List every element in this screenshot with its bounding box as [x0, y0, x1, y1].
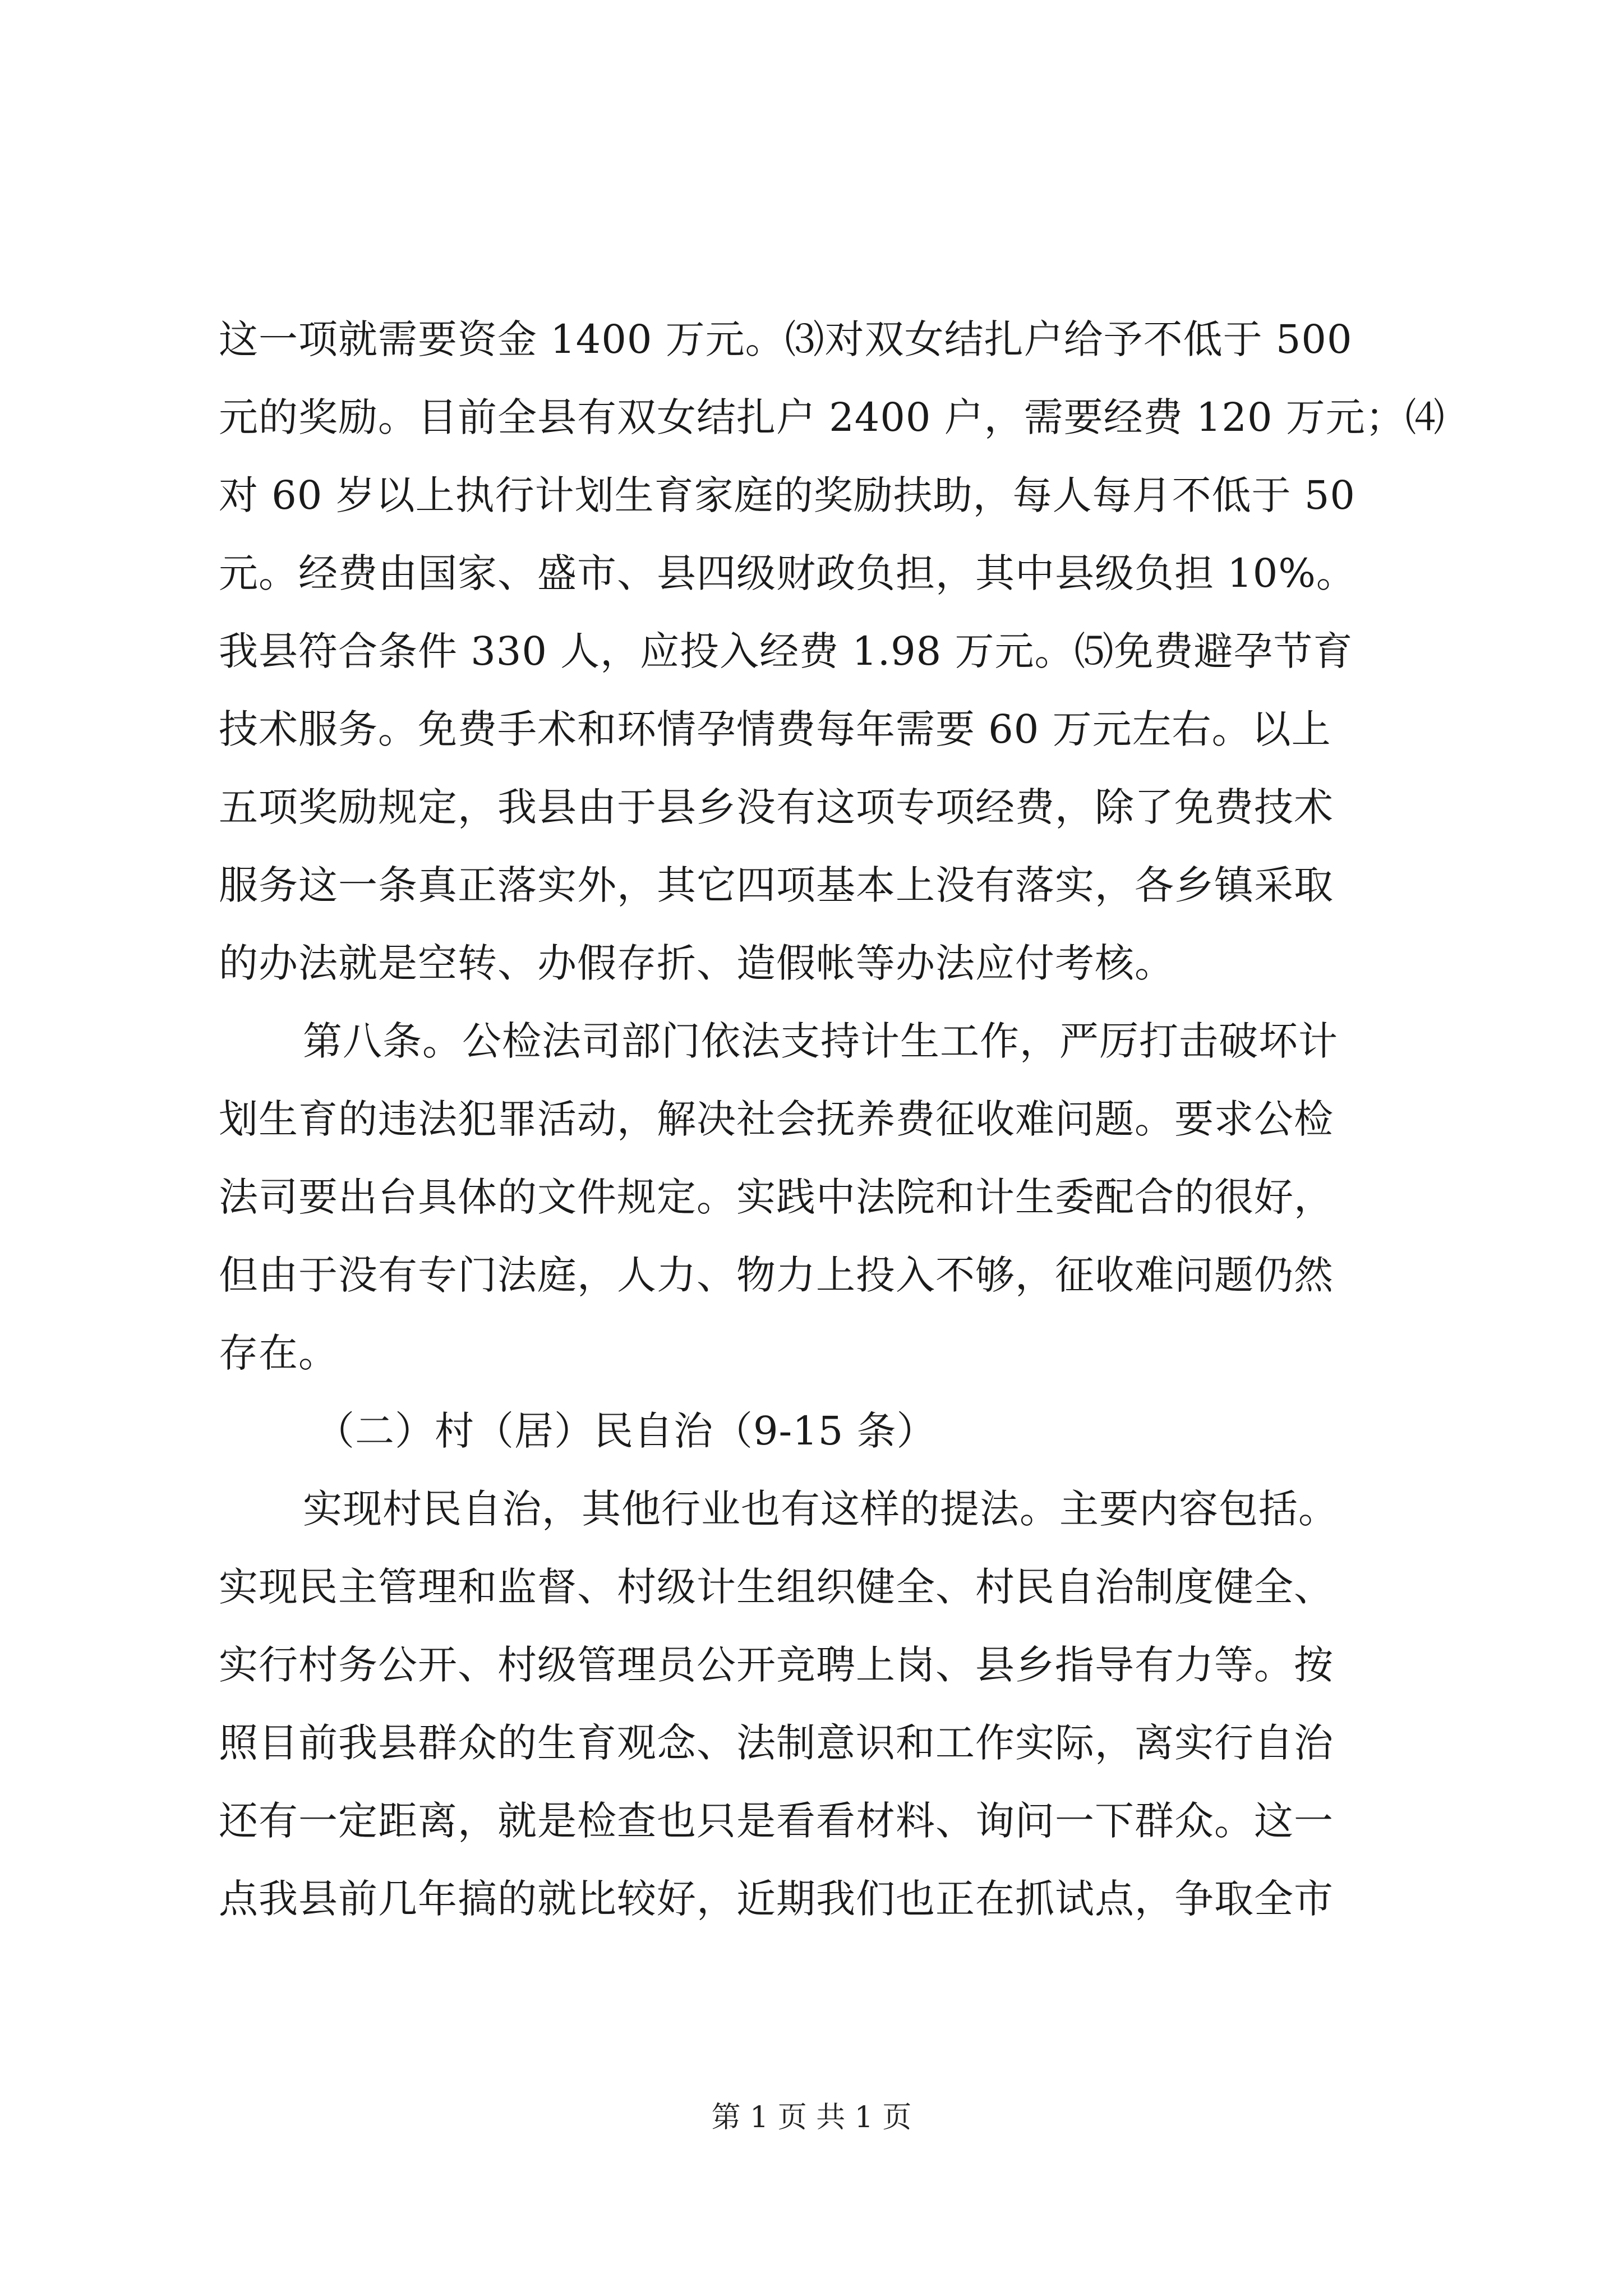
body-line: 对 60 岁以上执行计划生育家庭的奖励扶助，每人每月不低于 50 [219, 472, 1355, 518]
body-line: 元的奖励。目前全县有双女结扎户 2400 户，需要经费 120 万元；⑷ [219, 394, 1445, 440]
body-line: 这一项就需要资金 1400 万元。⑶对双女结扎户给予不低于 500 [219, 316, 1353, 362]
body-line: 五项奖励规定，我县由于县乡没有这项专项经费，除了免费技术 [219, 784, 1334, 830]
page-number-label: 第 1 页 共 1 页 [711, 2101, 912, 2134]
section-heading: （二）村（居）民自治（9-15 条） [315, 1408, 937, 1454]
body-line: 服务这一条真正落实外，其它四项基本上没有落实，各乡镇采取 [219, 862, 1334, 908]
body-line: 技术服务。免费手术和环情孕情费每年需要 60 万元左右。以上 [219, 706, 1331, 752]
body-line: 照目前我县群众的生育观念、法制意识和工作实际，离实行自治 [219, 1720, 1334, 1766]
paragraph-start-line: 实现村民自治，其他行业也有这样的提法。主要内容包括。 [303, 1486, 1338, 1532]
body-line: 法司要出台具体的文件规定。实践中法院和计生委配合的很好， [219, 1174, 1334, 1220]
body-line: 实行村务公开、村级管理员公开竞聘上岗、县乡指导有力等。按 [219, 1642, 1334, 1688]
paragraph-start-line: 第八条。公检法司部门依法支持计生工作，严厉打击破坏计 [303, 1018, 1338, 1064]
body-line: 但由于没有专门法庭，人力、物力上投入不够，征收难问题仍然 [219, 1252, 1334, 1298]
body-line: 点我县前几年搞的就比较好，近期我们也正在抓试点，争取全市 [219, 1876, 1334, 1922]
body-line: 实现民主管理和监督、村级计生组织健全、村民自治制度健全、 [219, 1564, 1334, 1610]
body-line: 划生育的违法犯罪活动，解决社会抚养费征收难问题。要求公检 [219, 1096, 1334, 1142]
body-line: 存在。 [219, 1330, 338, 1376]
body-line: 还有一定距离，就是检查也只是看看材料、询问一下群众。这一 [219, 1798, 1334, 1844]
page-footer [0, 2098, 1623, 2137]
body-line: 我县符合条件 330 人，应投入经费 1.98 万元。⑸免费避孕节育 [219, 628, 1353, 674]
body-line: 的办法就是空转、办假存折、造假帐等办法应付考核。 [219, 940, 1174, 986]
body-line: 元。经费由国家、盛市、县四级财政负担，其中县级负担 10%。 [219, 550, 1356, 596]
